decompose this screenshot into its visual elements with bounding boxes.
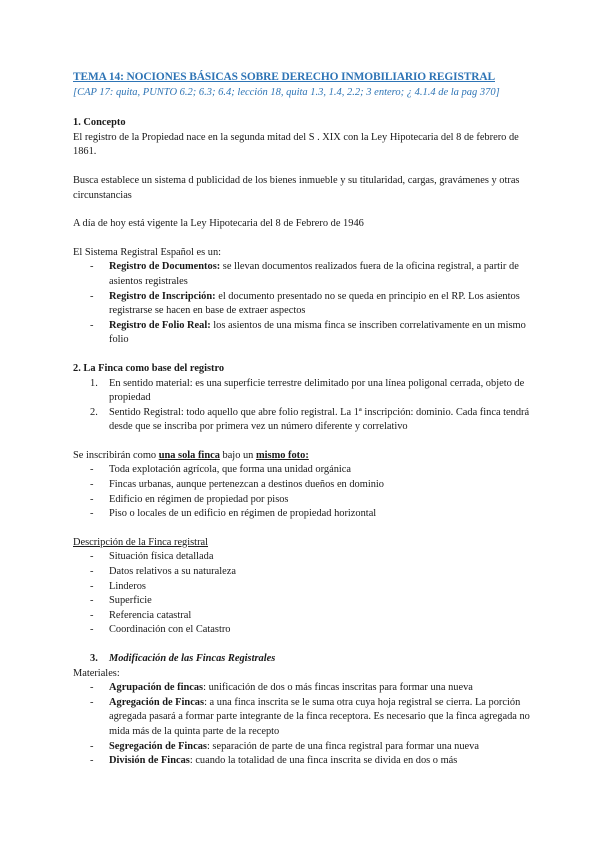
- list-marker: -: [90, 464, 94, 476]
- list-item-term: Agregación de Fincas: [109, 696, 205, 708]
- list-item: [73, 406, 538, 435]
- intro-emphasis: mismo foto:: [255, 449, 309, 461]
- list-item-text: Toda explotación agrícola, que forma una unidad orgánica: [109, 464, 352, 476]
- list-item-text: Situación física detallada: [109, 551, 214, 563]
- list-marker: -: [90, 696, 94, 708]
- list-item-text: se llevan documentos realizados fuera de la oficina registral, a partir de asientos registrales: [109, 261, 519, 287]
- list-item: [73, 550, 538, 565]
- list-marker: -: [90, 493, 94, 505]
- list-number: 1.: [90, 377, 98, 389]
- list-item-text: Superficie: [109, 595, 152, 607]
- description-heading: Descripción de la Finca registral: [73, 536, 209, 548]
- section-title: Modificación de las Fincas Registrales: [109, 653, 276, 664]
- intro-text: bajo un: [219, 449, 256, 461]
- list-item: [73, 478, 538, 493]
- list-number: 2.: [90, 406, 98, 418]
- document-subtitle: [CAP 17: quita, PUNTO 6.2; 6.3; 6.4; lección 18, quita 1.3, 1.4, 2.2; 3 entero; ¿ 4.1.4 de la pag 370]: [73, 86, 500, 98]
- list-marker: -: [90, 609, 94, 621]
- list-item: [73, 463, 538, 478]
- list-item: [73, 609, 538, 624]
- list-item-text: el documento presentado no se queda en principio en el RP. Los asientos registrarse se hacen en base de extraer aspectos: [109, 290, 520, 317]
- list-item-text: Coordinación con el Catastro: [109, 624, 231, 636]
- list-marker: -: [90, 479, 94, 491]
- list-marker: -: [90, 261, 94, 273]
- list-marker: -: [90, 595, 94, 607]
- list-item-term: Registro de Inscripción:: [109, 290, 216, 302]
- list-item-term: Registro de Folio Real:: [109, 319, 211, 331]
- description-list: [73, 550, 538, 638]
- list-item-text: Linderos: [109, 580, 146, 592]
- list-item: [73, 377, 538, 406]
- materiales-label: Materiales:: [73, 667, 120, 679]
- paragraph: A día de hoy está vigente la Ley Hipotecaria del 8 de Febrero de 1946: [73, 218, 364, 230]
- list-item-text: los asientos de una misma finca se inscriben correlativamente en un mismo folio: [109, 319, 526, 346]
- list-item-text: : separación de parte de una finca registral para formar una nueva: [206, 740, 479, 752]
- list-item: [73, 681, 538, 696]
- list-item-term: División de Fincas: [109, 755, 190, 767]
- list-item-text: Piso o locales de un edificio en régimen de propiedad horizontal: [109, 508, 377, 520]
- paragraph: Busca establece un sistema d publicidad de los bienes inmueble y su titularidad, cargas, gravámenes y otras circunstancias: [73, 174, 520, 201]
- section-heading-modificacion: [73, 652, 538, 667]
- paragraph: El Sistema Registral Español es un:: [73, 246, 222, 258]
- list-marker: -: [90, 290, 94, 302]
- list-marker: -: [90, 682, 94, 694]
- section-heading-concepto: 1. Concepto: [73, 117, 126, 129]
- document-body: [73, 70, 538, 769]
- list-item-text: : cuando la totalidad de una finca inscrita se divida en dos o más: [189, 755, 458, 767]
- list-marker: -: [90, 580, 94, 592]
- list-marker: -: [90, 508, 94, 520]
- list-item: [73, 507, 538, 522]
- intro-emphasis: una sola finca: [158, 449, 220, 461]
- list-item: [73, 290, 538, 319]
- list-item-text: Fincas urbanas, aunque pertenezcan a destinos dueños en dominio: [109, 479, 384, 491]
- list-item: [73, 594, 538, 609]
- list-marker: -: [90, 624, 94, 636]
- list-item: [73, 565, 538, 580]
- list-item-text: : unificación de dos o más fincas inscritas para formar una nueva: [203, 682, 473, 694]
- modification-list: [73, 681, 538, 769]
- list-item: [73, 754, 538, 769]
- intro-text: Se inscribirán como: [73, 449, 159, 461]
- list-item-text: Sentido Registral: todo aquello que abre folio registral. La 1ª inscripción: dominio. Cada finca tendrá desde que se inscriba por primera vez un número diferente y correlativo: [109, 406, 530, 433]
- list-item-term: Segregación de Fincas: [109, 740, 207, 752]
- list-item: [73, 260, 538, 289]
- section-number: 3.: [90, 653, 98, 664]
- list-marker: -: [90, 740, 94, 752]
- list-item: [73, 740, 538, 755]
- list-item-text: Edificio en régimen de propiedad por pisos: [109, 493, 289, 505]
- list-item-text: En sentido material: es una superficie terrestre delimitado por una línea poligonal cerrada, objeto de propiedad: [109, 377, 525, 404]
- list-item: [73, 623, 538, 638]
- list-marker: -: [90, 319, 94, 331]
- list-item: [73, 696, 538, 740]
- list-item-term: Registro de Documentos:: [109, 261, 221, 273]
- single-finca-list: [73, 463, 538, 521]
- list-marker: -: [90, 566, 94, 578]
- list-item-term: Agrupación de fincas: [109, 682, 204, 694]
- finca-sense-list: [73, 377, 538, 435]
- section-heading-finca: 2. La Finca como base del registro: [73, 362, 225, 374]
- list-item-text: : a una finca inscrita se le suma otra cuya hoja registral se cierra. La porción agregada pasará a formar parte integrante de la finca receptora. Es necesario que la finca agregada no mida más de la quinta parte de la recepto: [109, 696, 530, 737]
- list-marker: -: [90, 755, 94, 767]
- document-title: TEMA 14: NOCIONES BÁSICAS SOBRE DERECHO INMOBILIARIO REGISTRAL: [73, 71, 495, 83]
- registry-type-list: [73, 260, 538, 348]
- list-item: [73, 580, 538, 595]
- list-item: [73, 319, 538, 348]
- list-marker: -: [90, 551, 94, 563]
- paragraph: El registro de la Propiedad nace en la segunda mitad del S . XIX con la Ley Hipotecaria del 8 de febrero de 1861.: [73, 131, 519, 158]
- single-finca-intro: [73, 449, 538, 464]
- list-item-text: Referencia catastral: [109, 609, 192, 621]
- list-item-text: Datos relativos a su naturaleza: [109, 566, 236, 578]
- list-item: [73, 493, 538, 508]
